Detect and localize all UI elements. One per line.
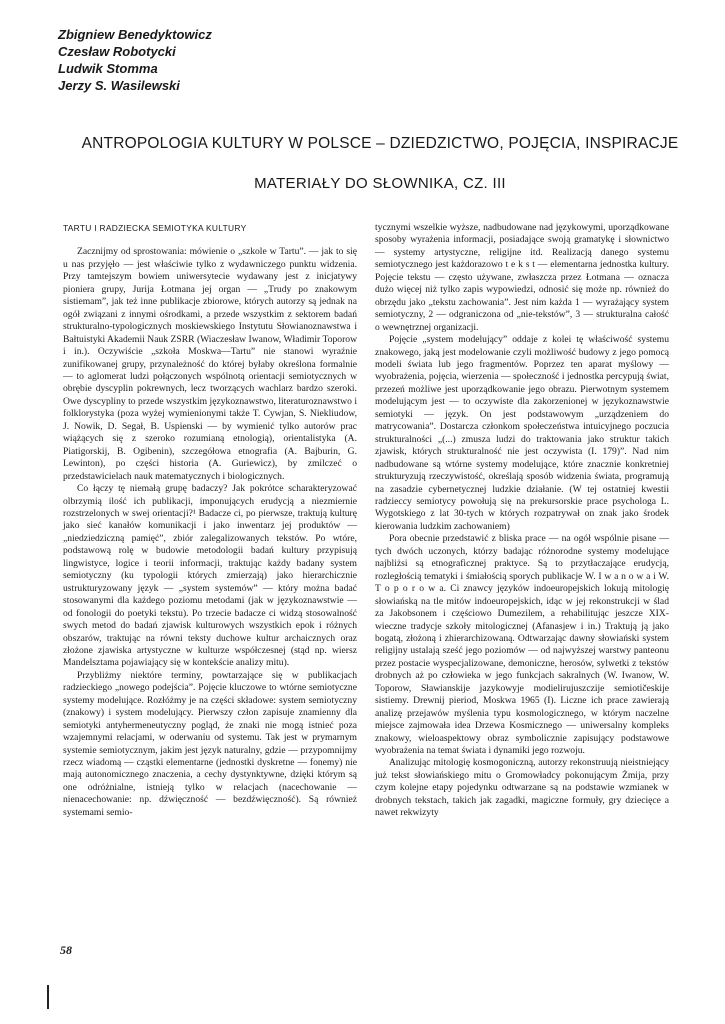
article-title: ANTROPOLOGIA KULTURY W POLSCE – DZIEDZICTWO, POJĘCIA, INSPIRACJE [81, 135, 679, 152]
margin-mark [47, 985, 49, 1009]
body-paragraph: tycznymi wszelkie wyższe, nadbudowane nad językowymi, uporządkowane sposoby wyrażenia informacji, posiadające swoją gramatykę i słownictwo — systemy artystyczne, religijne itd. Realizacją danego systemu semiotycznego jest każdorazowo t e k s t — elementarna jednostka kultury. Pojęcie tekstu — często używane, zwłaszcza przez Łotmana — oznacza dużo więcej niż tylko zapis wypowiedzi, odnosić się może np. również do obrzędu jako „tekstu zachowania”. Jest nim każda 1 — wyrażający system semiotyczny, 2 — odgraniczona od „nie-tekstów”, 3 — strukturalna całość o wewnętrznej organizacji. [375, 222, 669, 333]
article-subtitle: MATERIAŁY DO SŁOWNIKA, CZ. III [254, 175, 506, 192]
author-name: Jerzy S. Wasilewski [58, 78, 180, 93]
author-list [58, 26, 212, 94]
author-name: Ludwik Stomma [58, 61, 158, 76]
page-number: 58 [60, 943, 72, 957]
author-name: Zbigniew Benedyktowicz [58, 27, 212, 42]
body-paragraph: Pora obecnie przedstawić z bliska prace — na ogół wspólnie pisane — tych dwóch uczonych, którzy badając różnorodne systemy modelujące najbliżsi są etnograficznej praktyce. Są to przytłaczające erudycją, rozległością tematyki i śmiałością sporych publikacje W. I w a n o w a i W. T o p o r o w a. Ci znawcy języków indoeuropejskich lokują mitologię słowiańską na tle mitów indoeuropejskich, idąc w jej rekonstrukcji w ślad za Jakobsonem i częściowo Dumezilem, a rehabilitując jeszcze XIX-wieczne tradycje szkoły mitologicznej (Afanasjew i in.) Traktują ją jako bogatą, złożoną i zhierarchizowaną. Odtwarzając dawny słowiański system religijny ustalają sześć jego poziomów — od najwyższej warstwy panteonu przez postacie wyspecjalizowane, demoniczne, herosów, sylwetki z tekstów drobnych aż po człowieka w jego funkcjach sakralnych (W. Iwanow, W. Toporow, Sławianskije jazykowyje modielirujuszczije semiotičeskije sistiemy. Drewnij pieriod, Moskwa 1965 (I). Liczne ich prace zawierają analizę przejawów myślenia typu kosmologicznego, w którym naczelne miejsce zajmowała idea Drzewa Kosmicznego — uniwersalny kompleks znakowy, wieloaspektowy obraz symbolicznie zapisujący podstawowe wyobrażenia na temat świata i dynamiki jego rozwoju. [375, 533, 669, 757]
body-paragraph: Zacznijmy od sprostowania: mówienie o „szkole w Tartu”. — jak to się u nas przyjęło — jest właściwie tylko z wydawniczego punktu widzenia. Przy tamtejszym bowiem uniwersytecie wydawany jest z inicjatywy pioniera grupy, Jurija Łotmana jej organ — „Trudy po znakowym sistiemam”, jak też inne publikacje zbiorowe, których autorzy są jednak na ogół związani z innymi ośrodkami, a przede wszystkim z sektorem badań strukturalno-typologicznych moskiewskiego Instytutu Słowianoznawstwa i Bałtuistyki Akademii Nauk ZSRR (Wiaczesław Iwanow, Władimir Toporow i in.). Oczywiście „szkoła Moskwa—Tartu” nie stanowi wyraźnie zunifikowanej grupy, przynależność do której byłaby określona formalnie — to aglomerat ludzi połączonych wspólnotą orientacji semiotycznych w obrębie dyscyplin pokrewnych, lecz tworzących wachlarz bardzo szeroki. Owe dyscypliny to przede wszystkim językoznawstwo, literaturoznawstwo i folklorystyka (poza wyżej wymienionymi także T. Cywjan, S. Niekliudow, J. Nowik, D. Segał, B. Uspienski — by wymienić tylko autorów prac wiążących się z szeroko rozumianą etnologią), orientalistyka (A. Piatigorskij, B. Ogibenin), szczegółowa etnografia (A. Bajburin, G. Lewinton), po części historia (A. Guriewicz), by zmilczeć o przedstawicielach nauk matematycznych i biologicznych. [63, 246, 357, 482]
section-heading: TARTU I RADZIECKA SEMIOTYKA KULTURY [63, 223, 247, 233]
body-paragraph: Analizując mitologię kosmogoniczną, autorzy rekonstruują nieistniejący już tekst słowiańskiego mitu o Gromowładcy pokonującym Żmija, przy czym kolejne etapy pojedynku odtwarzane są na podstawie wzmianek w drobnych tekstach, takich jak zagadki, magiczne formuły, gry dziecięce a nawet rekwizyty [375, 757, 669, 819]
body-paragraph: Przybliżmy niektóre terminy, powtarzające się w publikacjach radzieckiego „nowego podejścia”. Pojęcie kluczowe to wtórne semiotyczne systemy modelujące. Rozłóżmy je na części składowe: system semiotyczny (znakowy) i system modelujący. Pierwszy człon zapisuje znamienny dla semiotyki antyhermeneutyczny pogląd, że znaki nie mogą istnieć poza wzajemnymi relacjami, w oderwaniu od systemu. Tak jest w prymarnym systemie semiotycznym, jakim jest język naturalny, gdzie — przypomnijmy rzecz wiadomą — cząstki elementarne (jednostki dyskretne — fonemy) nie mają autonomicznego znaczenia, a cechy dystynktywne, dzięki którym są one odróżnialne, istnieją tylko w relacjach (nacechowanie — nienacechowanie: np. dźwięczność — bezdźwięczność). Są również systemami semio- [63, 669, 357, 818]
right-column [375, 222, 669, 820]
author-name: Czesław Robotycki [58, 44, 176, 59]
body-paragraph: Pojęcie „system modelujący” oddaje z kolei tę właściwość systemu znakowego, jaką jest modelowanie czyli możliwość budowy z jego pomocą modeli świata lub jego fragmentów. Poprzez ten aparat myślowy — wyobrażenia, pojęcia, wierzenia — społeczność i jednostka percypują świat, przezeń możliwe jest uporządkowanie jego obrazu. Pierwotnym systemem modelującym jest — to oczywiste dla zakorzenionej w językoznawstwie semiotyki — język. On jest podstawowym „urządzeniem do matrycowania”. Dostarcza członkom społeczeństwa intuicyjnego poczucia strukturalności „(...) zmusza ludzi do traktowania jako struktur takich zjawisk, których strukturalność nie jest oczywista (I. 179)”. Nad nim nadbudowane są wtórne systemy modelujące, które znacznie konkretniej strukturyzują rzeczywistość, określają sposób widzenia świata, programują na zasadzie cybernetycznej ludzkie działanie. (W tej ostatniej kwestii radzieccy semiotycy powołują się na prekursorskie prace psychologa L. Wygotskiego z lat 30-tych w których rozpatrywał on znak jako środek kierowania ludzkim zachowaniem) [375, 334, 669, 532]
body-paragraph: Co łączy tę niemałą grupę badaczy? Jak pokrótce scharakteryzować olbrzymią ilość ich publikacji, imponujących erudycją a niezmiernie rozstrzelonych w swej orientacji?¹ Badacze ci, po pierwsze, traktują kulturę jako sieć kanałów komunikacji i jako inwentarz jej produktów — „niedziedziczną pamięć”, zbiór zalegalizowanych tekstów. Po wtóre, podstawową rolę w budowie metodologii badań kultury przypisują lingwistyce, logice i teorii informacji, traktując każdy badany system semiotyczny (ku typologii których zmierzają) jako hierarchicznie ustrukturyzowany język — „system systemów” — który można badać stosowanymi dla każdego poziomu metodami (jak w językoznawstwie — od fonologii do poetyki tekstu). Po trzecie badacze ci widzą stosowalność swych metod do badań zjawisk kulturowych wszystkich epok i różnych obszarów, traktując na równi teksty duchowe kultur archaicznych oraz złożone zjawiska artystyczne w kulturze współczesnej (stąd np. wiersz Mandelsztama pojawiający się w kontekście analizy mitu). [63, 483, 357, 669]
left-column [63, 222, 357, 819]
